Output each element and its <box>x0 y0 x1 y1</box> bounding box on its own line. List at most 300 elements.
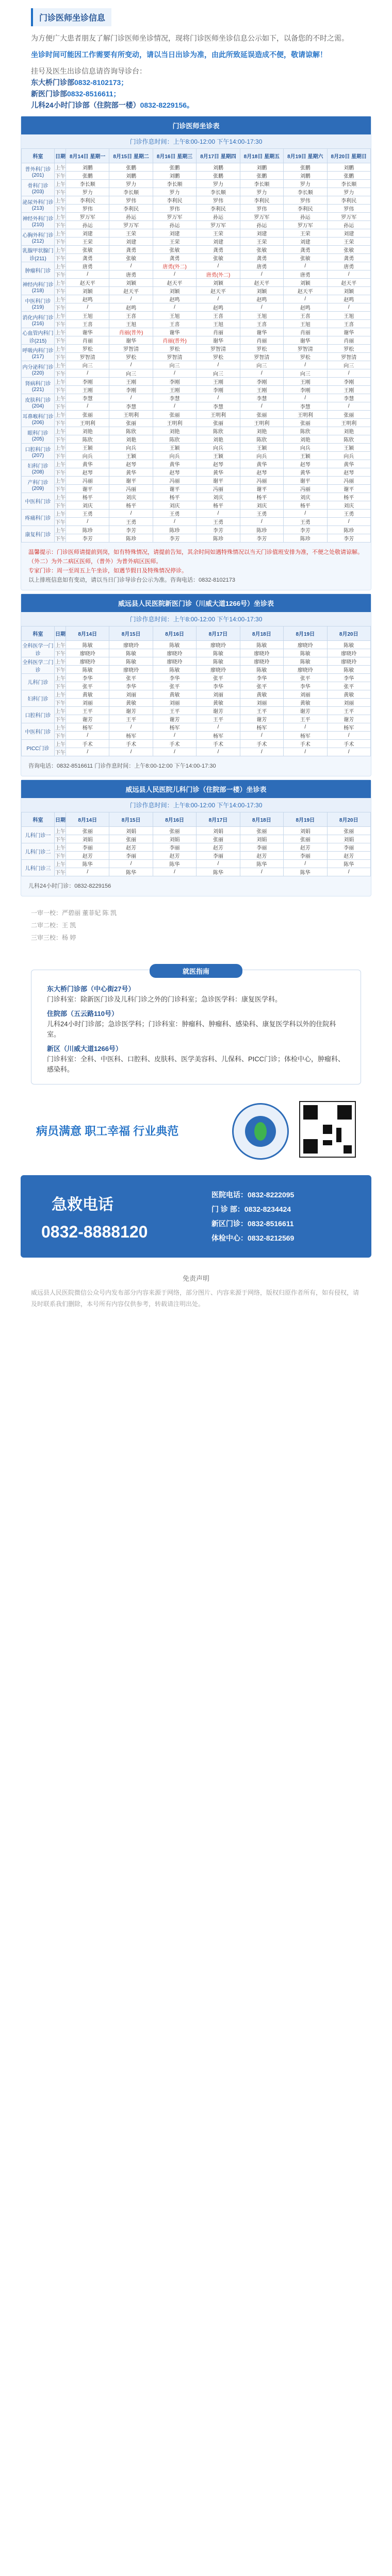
doctor-cell: 黄敏 <box>327 690 370 699</box>
doctor-cell: 王刚 <box>284 378 327 386</box>
col-header-day: 8月14日 <box>66 626 109 641</box>
half-cell: 上午 <box>55 707 66 715</box>
doctor-cell: 陈华 <box>240 860 283 868</box>
half-cell: 下午 <box>55 852 66 860</box>
doctor-cell: 李丽 <box>284 852 327 860</box>
half-cell: 下午 <box>55 221 66 229</box>
disclaimer-text: 威远县人民医院微信公众号内发布部分内容来源于网络，部分图片、内容来源于网络，版权归原作者所有，如有侵权，请及时联系我们删除，本号所有内容仅供参考，转载请注明出处。 <box>31 1289 360 1308</box>
peds-schedule-table <box>21 812 371 876</box>
doctor-cell: 李刚 <box>284 386 327 394</box>
half-cell: 上午 <box>55 674 66 682</box>
half-cell: 下午 <box>55 238 66 246</box>
dept-cell: 中医科门诊 <box>22 723 55 740</box>
doctor-cell: 李长顺 <box>153 180 196 188</box>
doctor-cell: 谢芳 <box>327 715 370 723</box>
dept-cell: 眼科门诊(205) <box>22 427 55 444</box>
intro-text: 为方便广大患者朋友了解门诊医师坐诊情况，现将门诊医师坐诊信息公示如下，以备您的不时之需。 <box>31 34 349 42</box>
doctor-cell: 王刚 <box>109 378 153 386</box>
doctor-cell: 王旭 <box>240 312 283 320</box>
col-header-day: 8月17日 <box>197 626 240 641</box>
col-header-date: 日期 <box>55 812 66 827</box>
doctor-cell: / <box>66 518 109 526</box>
doctor-cell: 龚勇 <box>197 246 240 254</box>
doctor-cell: 李芳 <box>109 526 153 534</box>
col-header-day: 8月16日 星期三 <box>153 149 196 163</box>
doctor-cell: 王旭 <box>197 320 240 328</box>
doctor-cell: 刘鹏 <box>240 163 283 172</box>
doctor-cell: 黄敏 <box>240 690 283 699</box>
doctor-cell: 罗万军 <box>66 213 109 221</box>
doctor-cell: / <box>327 732 370 740</box>
table-row <box>22 860 371 868</box>
doctor-cell: 向三 <box>197 369 240 378</box>
doctor-cell: 孙运 <box>240 221 283 229</box>
doctor-cell: 肖丽 <box>66 336 109 345</box>
doctor-cell: 张平 <box>66 682 109 690</box>
dept-cell: 肾病科门诊(221) <box>22 378 55 394</box>
doctor-cell: 龚勇 <box>284 246 327 254</box>
doctor-cell: 刘丽 <box>240 699 283 707</box>
doctor-cell: 王勇 <box>66 510 109 518</box>
half-cell: 下午 <box>55 666 66 674</box>
doctor-cell: 刘建 <box>197 238 240 246</box>
doctor-cell: 李利民 <box>66 196 109 205</box>
doctor-cell: 张平 <box>109 674 153 682</box>
doctor-cell: 陈华 <box>197 868 240 876</box>
doctor-cell: 张丽 <box>109 419 153 427</box>
table-row <box>22 868 371 876</box>
doctor-cell: / <box>66 369 109 378</box>
doctor-cell: 谢芳 <box>153 715 196 723</box>
phone-row[interactable]: 门 诊 部：0832-8234424 <box>211 1205 291 1213</box>
doctor-cell: 李长顺 <box>240 180 283 188</box>
doctor-cell: 刘建 <box>66 229 109 238</box>
doctor-cell: 王荣 <box>66 238 109 246</box>
emergency-number[interactable]: 0832-8888120 <box>41 1223 148 1241</box>
doctor-cell: 陈珍 <box>66 526 109 534</box>
col-header-day: 8月18日 <box>240 812 283 827</box>
half-cell: 下午 <box>55 835 66 843</box>
doctor-cell: / <box>66 732 109 740</box>
doctor-cell: 杨平 <box>66 493 109 501</box>
doctor-cell: 黄华 <box>109 468 153 477</box>
doctor-cell: 张鹏 <box>66 172 109 180</box>
doctor-cell: 张鹏 <box>197 172 240 180</box>
doctor-cell: 刘鹏 <box>197 163 240 172</box>
doctor-cell: 手术 <box>240 740 283 748</box>
doctor-cell: 杨军 <box>240 723 283 732</box>
doctor-cell: 陈敏 <box>327 641 370 649</box>
doctor-cell: 张丽 <box>153 411 196 419</box>
doctor-cell: 刘颖 <box>66 287 109 295</box>
doctor-cell: 罗智清 <box>197 345 240 353</box>
doctor-cell: 李长顺 <box>109 188 153 196</box>
phone-row[interactable]: 医院电话：0832-8222095 <box>211 1191 295 1199</box>
doctor-cell: 杨军 <box>284 732 327 740</box>
doctor-cell: 罗伟 <box>153 205 196 213</box>
doctor-cell: 向兵 <box>327 452 370 460</box>
doctor-cell: 王平 <box>327 707 370 715</box>
doctor-cell: 刘庆 <box>284 493 327 501</box>
doctor-cell: 手术 <box>327 740 370 748</box>
doctor-cell: 罗松 <box>284 353 327 361</box>
dept-cell: 儿科门诊二 <box>22 843 55 860</box>
half-cell: 上午 <box>55 246 66 254</box>
dept-cell: 骨科门诊(203) <box>22 180 55 196</box>
table-row <box>22 715 371 723</box>
half-cell: 上午 <box>55 394 66 402</box>
doctor-cell: 李华 <box>240 674 283 682</box>
half-cell: 上午 <box>55 163 66 172</box>
half-cell: 上午 <box>55 657 66 666</box>
table-row <box>22 732 371 740</box>
doctor-cell: / <box>327 303 370 312</box>
half-cell: 下午 <box>55 287 66 295</box>
doctor-cell: 赵天平 <box>197 287 240 295</box>
dept-cell: 呼吸内科门诊(217) <box>22 345 55 361</box>
dept-cell: 中医科门诊(219) <box>22 295 55 312</box>
doctor-cell: 李华 <box>284 682 327 690</box>
doctor-cell: 黄敏 <box>197 699 240 707</box>
doctor-cell: 罗松 <box>66 345 109 353</box>
doctor-cell: 刘艳 <box>109 435 153 444</box>
doctor-cell: 黄华 <box>197 468 240 477</box>
doctor-cell: / <box>66 748 109 756</box>
dept-cell: 内分泌科门诊(220) <box>22 361 55 378</box>
doctor-cell: 陈珍 <box>327 526 370 534</box>
doctor-cell: / <box>240 518 283 526</box>
doctor-cell: 刘丽 <box>153 699 196 707</box>
hospital-logo <box>232 1103 289 1160</box>
doctor-cell: 陈敏 <box>153 641 196 649</box>
doctor-cell: 向兵 <box>109 444 153 452</box>
doctor-cell: / <box>153 868 196 876</box>
main-schedule-section <box>21 116 371 590</box>
half-cell: 上午 <box>55 827 66 835</box>
table-row <box>22 328 371 336</box>
doctor-cell: 王颖 <box>327 444 370 452</box>
doctor-cell: 陈敏 <box>66 641 109 649</box>
doctor-cell: 陈敏 <box>284 657 327 666</box>
doctor-cell: / <box>109 510 153 518</box>
doctor-cell: / <box>109 723 153 732</box>
page-title: 门诊医师坐诊信息 <box>31 8 111 26</box>
doctor-cell: 向兵 <box>284 444 327 452</box>
doctor-cell: 张鹏 <box>153 163 196 172</box>
doctor-cell: 张鹏 <box>284 163 327 172</box>
doctor-cell: 龚勇 <box>153 254 196 262</box>
doctor-cell: 王荣 <box>109 229 153 238</box>
doctor-cell: 陈欣 <box>109 427 153 435</box>
doctor-cell: 廖晓玲 <box>153 657 196 666</box>
doctor-cell: 陈珍 <box>240 526 283 534</box>
doctor-cell: 刘颖 <box>240 287 283 295</box>
doctor-cell: 张丽 <box>284 835 327 843</box>
half-cell: 下午 <box>55 402 66 411</box>
doctor-cell: 廖晓玲 <box>327 649 370 657</box>
disclaimer-heading: 免责声明 <box>182 1275 209 1282</box>
half-cell: 下午 <box>55 868 66 876</box>
doctor-cell: 张丽 <box>109 835 153 843</box>
half-cell: 上午 <box>55 378 66 386</box>
doctor-cell: 李利民 <box>240 196 283 205</box>
address-box <box>31 970 361 1084</box>
doctor-cell: 王喜 <box>197 312 240 320</box>
doctor-cell: 龚勇 <box>66 254 109 262</box>
doctor-cell: 谢芳 <box>240 715 283 723</box>
doctor-cell: 李慧 <box>284 402 327 411</box>
doctor-cell: 向三 <box>327 361 370 369</box>
doctor-cell: 张丽 <box>66 411 109 419</box>
doctor-cell: 肖丽(普外) <box>153 336 196 345</box>
table-row <box>22 827 371 835</box>
doctor-cell: 罗力 <box>240 188 283 196</box>
doctor-cell: 王勇 <box>240 510 283 518</box>
doctor-cell: 杨军 <box>109 732 153 740</box>
qr-code-icon[interactable] <box>299 1101 356 1158</box>
slogan-row <box>31 1098 361 1160</box>
doctor-cell: 孙运 <box>109 213 153 221</box>
table-row <box>22 723 371 732</box>
doctor-cell: 王刚 <box>240 386 283 394</box>
doctor-cell: 赵鸣 <box>197 303 240 312</box>
dept-cell: 神经外科门诊(210) <box>22 213 55 229</box>
half-cell: 上午 <box>55 526 66 534</box>
doctor-cell: 罗松 <box>197 353 240 361</box>
half-cell: 下午 <box>55 501 66 510</box>
table-row <box>22 641 371 649</box>
doctor-cell: 刘颖 <box>109 279 153 287</box>
table-row <box>22 270 371 279</box>
doctor-cell: 刘建 <box>240 229 283 238</box>
doctor-cell: 刘建 <box>109 238 153 246</box>
doctor-cell: 刘庆 <box>66 501 109 510</box>
col-header-day: 8月19日 <box>284 626 327 641</box>
doctor-cell: 陈敏 <box>197 657 240 666</box>
table-row <box>22 526 371 534</box>
table-row <box>22 180 371 188</box>
table-row <box>22 740 371 748</box>
main-schedule-notes <box>21 543 371 590</box>
col-header-date: 日期 <box>55 149 66 163</box>
doctor-cell: / <box>197 295 240 303</box>
doctor-cell: 王勇 <box>153 510 196 518</box>
doctor-cell: / <box>284 262 327 270</box>
doctor-cell: 罗智清 <box>327 353 370 361</box>
doctor-cell: / <box>109 748 153 756</box>
doctor-cell: 张鹏 <box>240 172 283 180</box>
doctor-cell: 罗智清 <box>284 345 327 353</box>
doctor-cell: 张丽 <box>197 419 240 427</box>
doctor-cell: 向兵 <box>240 452 283 460</box>
doctor-cell: 陈欣 <box>327 435 370 444</box>
doctor-cell: 刘丽 <box>66 699 109 707</box>
doctor-cell: 刘建 <box>284 238 327 246</box>
doctor-cell: 罗松 <box>327 345 370 353</box>
doctor-cell: 黄华 <box>66 460 109 468</box>
note-gray: 以上排班信息如有变动，请以当日门诊导诊台公示为准。咨询电话：0832-8102173 <box>28 577 235 583</box>
doctor-cell: / <box>284 510 327 518</box>
table-row <box>22 501 371 510</box>
doctor-cell: 罗力 <box>284 180 327 188</box>
table-row <box>22 262 371 270</box>
doctor-cell: 赵天平 <box>240 279 283 287</box>
doctor-cell: / <box>197 394 240 402</box>
doctor-cell: 向三 <box>284 369 327 378</box>
doctor-cell: 王颖 <box>109 452 153 460</box>
table-row <box>22 468 371 477</box>
half-cell: 下午 <box>55 369 66 378</box>
table-row <box>22 690 371 699</box>
doctor-cell: 廖晓玲 <box>284 666 327 674</box>
doctor-cell: 王喜 <box>327 320 370 328</box>
doctor-cell: 陈敏 <box>240 641 283 649</box>
doctor-cell: / <box>240 732 283 740</box>
xinyi-schedule-title: 威远县人民医院新医门诊（川威大道1266号）坐诊表 <box>21 594 371 612</box>
doctor-cell: 杨军 <box>327 723 370 732</box>
doctor-cell: / <box>153 270 196 279</box>
doctor-cell: 李华 <box>153 674 196 682</box>
table-row <box>22 460 371 468</box>
doctor-cell: 张平 <box>197 674 240 682</box>
doctor-cell: / <box>197 860 240 868</box>
dept-cell: 皮肤科门诊(204) <box>22 394 55 411</box>
table-row <box>22 485 371 493</box>
doctor-cell: 罗万军 <box>153 213 196 221</box>
doctor-cell: / <box>109 860 153 868</box>
doctor-cell: / <box>284 295 327 303</box>
emergency-banner <box>21 1175 371 1258</box>
half-cell: 上午 <box>55 312 66 320</box>
half-cell: 下午 <box>55 682 66 690</box>
doctor-cell: / <box>153 518 196 526</box>
phone-row[interactable]: 新区门诊：0832-8516611 <box>211 1219 294 1228</box>
doctor-cell: / <box>197 723 240 732</box>
doctor-cell: 陈敏 <box>109 649 153 657</box>
xinyi-schedule-hours: 门诊作息时间：上午8:00-12:00 下午14:00-17:30 <box>21 612 371 626</box>
doctor-cell: 李慧 <box>66 394 109 402</box>
table-row <box>22 534 371 543</box>
doctor-cell: 王明利 <box>66 419 109 427</box>
doctor-cell: 陈敏 <box>284 649 327 657</box>
dept-cell: 泌尿外科门诊(213) <box>22 196 55 213</box>
doctor-cell: 陈敏 <box>327 666 370 674</box>
half-cell: 上午 <box>55 843 66 852</box>
doctor-cell: 唐勇 <box>66 262 109 270</box>
doctor-cell: 王颖 <box>153 444 196 452</box>
doctor-cell: 冯丽 <box>327 477 370 485</box>
half-cell: 下午 <box>55 699 66 707</box>
doctor-cell: 王荣 <box>197 229 240 238</box>
doctor-cell: 向兵 <box>66 452 109 460</box>
half-cell: 上午 <box>55 361 66 369</box>
half-cell: 下午 <box>55 732 66 740</box>
doctor-cell: 李丽 <box>66 843 109 852</box>
doctor-cell: 刘艳 <box>66 427 109 435</box>
doctor-cell: 刘鹏 <box>327 163 370 172</box>
half-cell: 上午 <box>55 229 66 238</box>
doctor-cell: 张敏 <box>327 246 370 254</box>
doctor-cell: 李丽 <box>109 852 153 860</box>
table-row <box>22 493 371 501</box>
doctor-cell: 王勇 <box>197 518 240 526</box>
doctor-cell: 王明利 <box>153 419 196 427</box>
doctor-cell: 赵琴 <box>197 460 240 468</box>
doctor-cell: 陈珍 <box>197 534 240 543</box>
col-header-day: 8月19日 星期六 <box>284 149 327 163</box>
half-cell: 上午 <box>55 295 66 303</box>
doctor-cell: 王喜 <box>109 312 153 320</box>
doctor-cell: 刘娟 <box>153 835 196 843</box>
doctor-cell: 刘建 <box>327 229 370 238</box>
doctor-cell: 赵天平 <box>109 287 153 295</box>
doctor-cell: 罗万军 <box>327 213 370 221</box>
doctor-cell: 谢平 <box>197 477 240 485</box>
doctor-cell: 谢平 <box>240 485 283 493</box>
doctor-cell: 李利民 <box>327 196 370 205</box>
half-cell: 下午 <box>55 748 66 756</box>
doctor-cell: 谢华 <box>240 328 283 336</box>
doctor-cell: 王勇 <box>284 518 327 526</box>
note-red-2: （外二）为外二病区医师，（普外）为普外病区医师。 <box>28 558 162 565</box>
doctor-cell: 王平 <box>153 707 196 715</box>
half-cell: 下午 <box>55 172 66 180</box>
disclaimer <box>31 1273 361 1310</box>
doctor-cell: / <box>240 402 283 411</box>
doctor-cell: 张鹏 <box>327 172 370 180</box>
dept-cell: 乳腺甲状腺门诊(211) <box>22 246 55 262</box>
doctor-cell: 王明利 <box>240 419 283 427</box>
doctor-cell: 刘颖 <box>327 287 370 295</box>
doctor-cell: 陈珍 <box>153 526 196 534</box>
doctor-cell: 杨平 <box>240 493 283 501</box>
half-cell: 上午 <box>55 345 66 353</box>
table-row <box>22 386 371 394</box>
doctor-cell: 谢华 <box>327 328 370 336</box>
doctor-cell: 王刚 <box>197 378 240 386</box>
doctor-cell: 李芳 <box>284 526 327 534</box>
peds-schedule-notes: 儿科24小时门诊：0832-8229156 <box>28 883 111 889</box>
doctor-cell: 李慧 <box>153 394 196 402</box>
dept-cell: PICC门诊 <box>22 740 55 756</box>
doctor-cell: 罗智清 <box>109 345 153 353</box>
doctor-cell: 谢平 <box>66 485 109 493</box>
doctor-cell: 刘娟 <box>66 835 109 843</box>
doctor-cell: 李长顺 <box>327 180 370 188</box>
doctor-cell: 陈珍 <box>284 534 327 543</box>
doctor-cell: / <box>153 732 196 740</box>
table-row <box>22 682 371 690</box>
doctor-cell: 刘鹏 <box>66 163 109 172</box>
doctor-cell: 李利民 <box>109 205 153 213</box>
col-header-day: 8月19日 <box>284 812 327 827</box>
doctor-cell: 李刚 <box>327 378 370 386</box>
table-row <box>22 435 371 444</box>
table-row <box>22 336 371 345</box>
phone-row[interactable]: 体检中心：0832-8212569 <box>211 1234 295 1242</box>
dept-cell: 神经内科门诊(218) <box>22 279 55 295</box>
table-row <box>22 394 371 402</box>
table-row <box>22 674 371 682</box>
doctor-cell: 手术 <box>284 740 327 748</box>
doctor-cell: 谢芳 <box>66 715 109 723</box>
address-item: 住院部（五云路110号） 儿科24小时门诊部；急诊医学科；门诊科室：肿瘤科、肿瘤科、感染科、康复医学科以外的住院科室。 <box>47 1010 336 1038</box>
doctor-cell: 李利民 <box>197 205 240 213</box>
table-row <box>22 427 371 435</box>
doctor-cell: 杨军 <box>66 723 109 732</box>
dept-cell: 儿科门诊 <box>22 674 55 690</box>
doctor-cell: 李慧 <box>109 402 153 411</box>
